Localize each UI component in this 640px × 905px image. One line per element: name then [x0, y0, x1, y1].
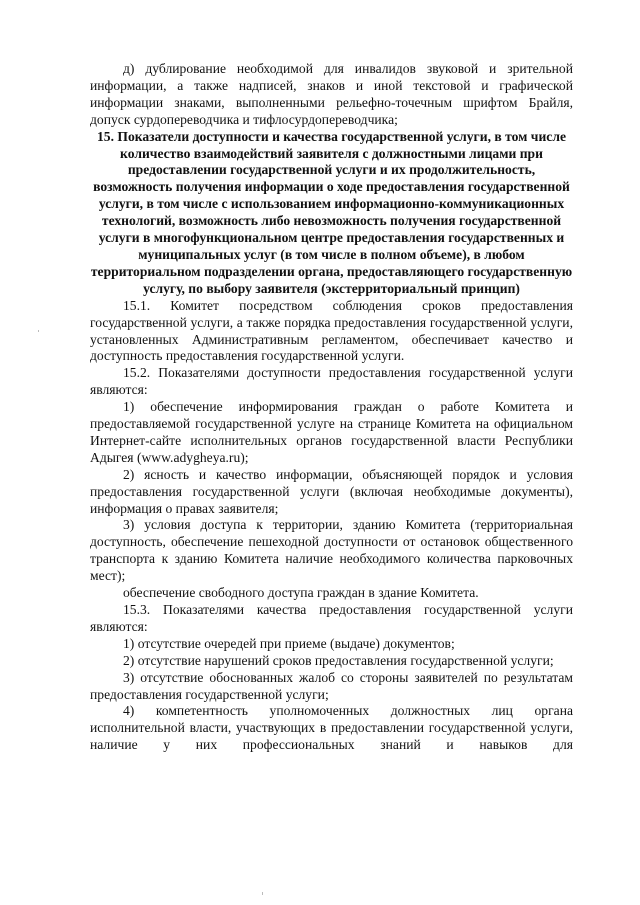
paragraph-free-access: обеспечение свободного доступа граждан в здание Комитета.: [123, 585, 479, 601]
list-item-15-3-4: 4) компетентность уполномоченных должностных лиц органа исполнительной власти, участвующих в предоставлении государственной услуги, наличие у них профессиональных знаний и навыков для: [90, 703, 573, 753]
paragraph-15-3: 15.3. Показателями качества предоставления государственной услуги являются:: [90, 602, 573, 634]
paragraph-15-1: 15.1. Комитет посредством соблюдения сроков предоставления государственной услуги, а также порядка предоставления государственной услуги, установленных Административным регламентом, обеспечивает качество и доступность предоставления государственной услуги.: [90, 297, 573, 364]
list-item-15-2-2: 2) ясность и качество информации, объясняющей порядок и условия предоставления государственной услуги (включая необходимые документы), информация о правах заявителя;: [90, 466, 573, 516]
scan-speck: [38, 330, 39, 332]
document-body: [90, 61, 573, 754]
list-item-15-3-3: 3) отсутствие обоснованных жалоб со стороны заявителей по результатам предоставления государственной услуги;: [90, 669, 573, 702]
list-item-15-2-1: 1) обеспечение информирования граждан о работе Комитета и предоставляемой государственной услуге на странице Комитета на официальном Интернет-сайте исполнительных органов государственной власти Республики Адыгея (www.adygheya.ru);: [90, 399, 573, 465]
list-item-15-3-1: 1) отсутствие очередей при приеме (выдаче) документов;: [123, 635, 455, 651]
paragraph-15-2: 15.2. Показателями доступности предоставления государственной услуги являются:: [90, 365, 573, 398]
scan-speck: [262, 892, 263, 895]
list-item-15-3-2: 2) отсутствие нарушений сроков предоставления государственной услуги;: [123, 652, 554, 668]
section-15-heading: 15. Показатели доступности и качества государственной услуги, в том числе количество взаимодействий заявителя с должностными лицами при предоставлении государственной услуги и их продолжительность, возможность получения информации о ходе предоставления государственной услуги, в том числе с использованием информационно-коммуникационных технологий, возможность либо невозможность получения государственной услуги в многофункциональном центре предоставления государственных и муниципальных услуг (в том числе в полном объеме), в любом территориальном подразделении органа, предоставляющего государственную услугу, по выбору заявителя (экстерриториальный принцип): [90, 128, 573, 296]
list-item-15-2-3: 3) условия доступа к территории, зданию Комитета (территориальная доступность, обеспечение пешеходной доступности от остановок общественного транспорта к зданию Комитета наличие необходимого количества парковочных мест);: [90, 517, 573, 584]
paragraph-d-duplication: д) дублирование необходимой для инвалидов звуковой и зрительной информации, а также надписей, знаков и иной текстовой и графической информации знаками, выполненными рельефно-точечным шрифтом Брайля, допуск сурдопереводчика и тифлосурдопереводчика;: [90, 61, 573, 127]
